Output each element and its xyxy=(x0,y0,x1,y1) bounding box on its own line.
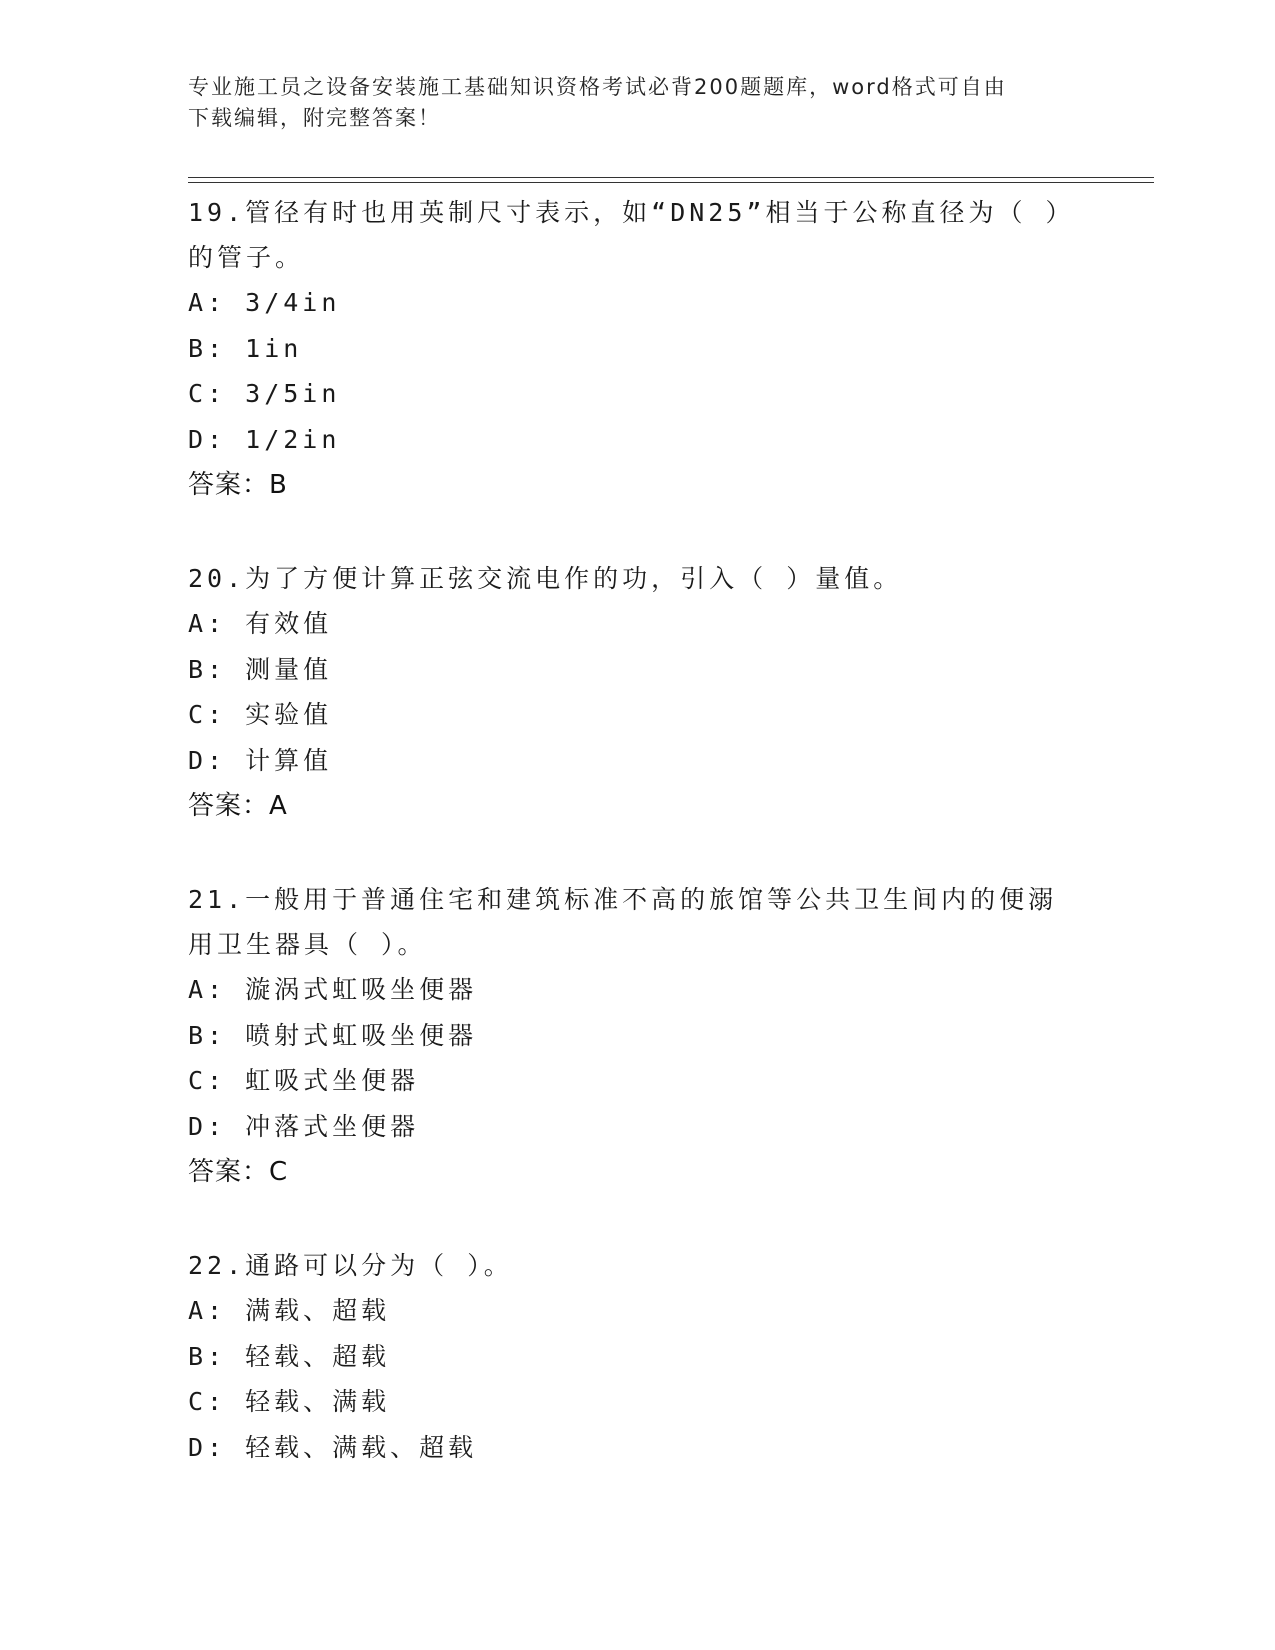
option-b: B: 轻载、超载 xyxy=(188,1341,391,1371)
header-line-1: 专业施工员之设备安装施工基础知识资格考试必背200题题库，word格式可自由 xyxy=(188,75,1007,99)
question-text: 19.管径有时也用英制尺寸表示，如“DN25”相当于公称直径为（ ）的管子。 xyxy=(188,198,1063,272)
option-d: D: 冲落式坐便器 xyxy=(188,1111,420,1141)
option-c: C: 虹吸式坐便器 xyxy=(188,1066,420,1095)
option-c: C: 3/5in xyxy=(188,379,341,408)
option-b: B: 喷射式虹吸坐便器 xyxy=(188,1020,478,1050)
question-list xyxy=(188,190,1088,1518)
question-19 xyxy=(188,190,1088,508)
option-b: B: 测量值 xyxy=(188,654,333,684)
header-line-2: 下载编辑，附完整答案！ xyxy=(188,106,441,130)
question-text: 20.为了方便计算正弦交流电作的功，引入（ ）量值。 xyxy=(188,564,903,593)
option-b: B: 1in xyxy=(188,333,303,363)
option-c: C: 轻载、满载 xyxy=(188,1387,391,1416)
question-20 xyxy=(188,556,1088,829)
option-a: A: 3/4in xyxy=(188,288,341,317)
answer-text: 答案：B xyxy=(188,470,288,500)
question-text: 22.通路可以分为（ ）。 xyxy=(188,1251,513,1280)
header-divider-bottom xyxy=(188,182,1154,183)
question-21 xyxy=(188,877,1088,1195)
option-a: A: 有效值 xyxy=(188,609,333,638)
option-a: A: 漩涡式虹吸坐便器 xyxy=(188,975,478,1004)
header-divider-top xyxy=(188,177,1154,178)
answer-text: 答案：C xyxy=(188,1157,289,1187)
option-d: D: 1/2in xyxy=(188,424,341,454)
option-c: C: 实验值 xyxy=(188,700,333,729)
question-text: 21.一般用于普通住宅和建筑标准不高的旅馆等公共卫生间内的便溺用卫生器具（ ）。 xyxy=(188,885,1058,959)
option-d: D: 轻载、满载、超载 xyxy=(188,1432,478,1462)
option-a: A: 满载、超载 xyxy=(188,1296,391,1325)
option-d: D: 计算值 xyxy=(188,745,333,775)
document-header xyxy=(188,72,1068,134)
question-22 xyxy=(188,1243,1088,1470)
answer-text: 答案：A xyxy=(188,791,288,821)
